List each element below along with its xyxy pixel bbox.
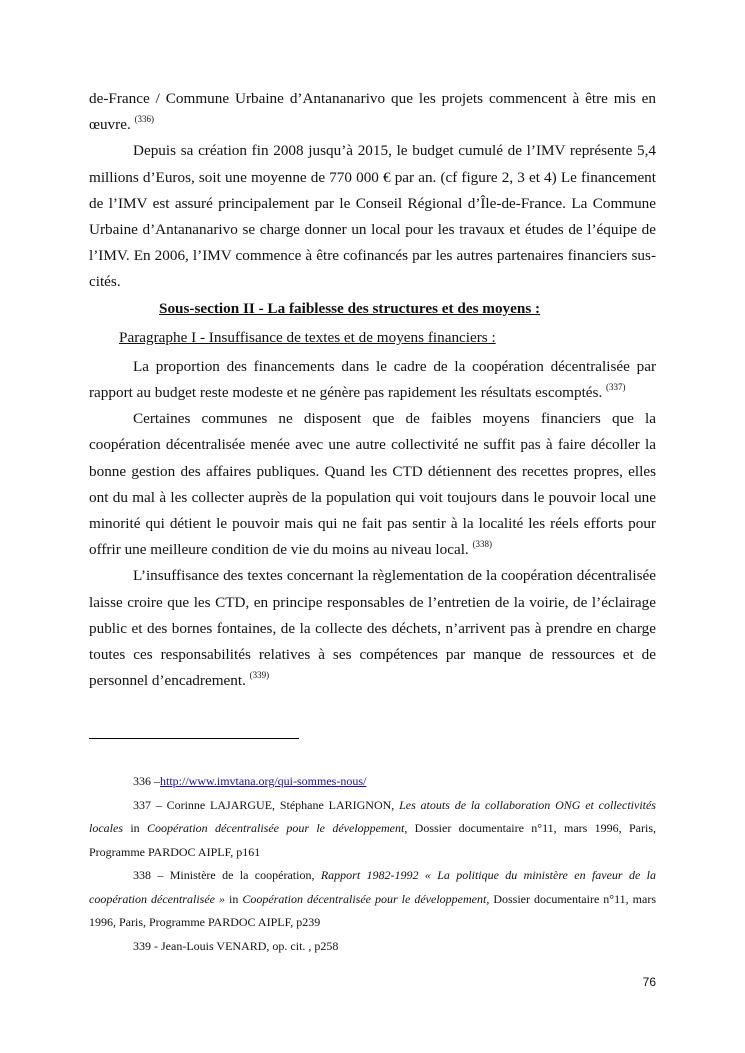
footnote-ref-337[interactable]: (337) — [606, 382, 626, 393]
footnote-text: 337 – Corinne LAJARGUE, Stéphane LARIGNON, — [133, 797, 400, 812]
footnote-title: Rapport 1982-1992 « La politique du ministère en faveur de la coopération décentralisée » — [89, 868, 656, 906]
section-heading: Sous-section II - La faiblesse des structures et des moyens : — [159, 299, 541, 317]
footnote-337 — [89, 794, 656, 865]
paragraph-communes — [89, 406, 656, 563]
footnote-separator — [89, 738, 299, 739]
footnote-title: Les atouts de la collaboration ONG et collectivités locales — [89, 797, 656, 835]
footnote-text: 339 - Jean-Louis VENARD, op. cit. , p258 — [133, 938, 339, 953]
footnote-text: , Dossier documentaire n°11, mars 1996, Paris, Programme PARDOC AIPLF, p161 — [89, 821, 656, 859]
paragraph-budget — [89, 138, 656, 295]
paragraph-text: La proportion des financements dans le cadre de la coopération décentralisée par rapport au budget reste modeste et ne génère pas rapidement les résultats escomptés. — [89, 357, 656, 402]
paragraph-text: Certaines communes ne disposent que de faibles moyens financiers que la coopération décentralisée menée avec une autre collectivité ne suffit pas à faire décoller la bonne gestion des affaires publiques. Quand les CTD détiennent des recettes propres, elles ont du mal à les collecter auprès de la population qui voit toujours dans le pouvoir local une minorité qui détient le pouvoir mais qui ne fait pas sentir à la localité les réels efforts pour offrir une meilleure condition de vie du moins au niveau local. — [89, 410, 656, 559]
paragraph-text: de-France / Commune Urbaine d’Antananarivo que les projets commencent à être mis en œuvre. — [89, 90, 656, 134]
footnote-336 — [89, 770, 656, 794]
footnote-book: Coopération décentralisée pour le développement — [147, 821, 405, 835]
footnote-ref-336[interactable]: (336) — [134, 114, 155, 125]
paragraph-heading: Paragraphe I - Insuffisance de textes et de moyens financiers : — [119, 328, 496, 346]
footnote-book: Coopération décentralisée pour le développement — [242, 891, 487, 906]
footnote-number: 336 – — [133, 774, 160, 788]
footnote-text: in — [224, 891, 243, 906]
footnote-text: , Dossier documentaire n°11, mars 1996, Paris, Programme PARDOC AIPLF, p239 — [89, 891, 656, 929]
footnote-text: in — [123, 821, 148, 835]
footnote-text: 338 – Ministère de la coopération, — [133, 868, 321, 882]
footnote-339 — [89, 935, 656, 959]
footnote-link[interactable]: http://www.imvtana.org/qui-sommes-nous/ — [160, 774, 367, 788]
page-number: 76 — [642, 975, 656, 989]
paragraph-insuffisance — [89, 563, 656, 694]
footnote-ref-339[interactable]: (339) — [249, 670, 270, 681]
body-text — [89, 86, 656, 694]
paragraph-text: Depuis sa création fin 2008 jusqu’à 2015, le budget cumulé de l’IMV représente 5,4 millions d’Euros, soit une moyenne de 770 000 € par an. (cf figure 2, 3 et 4) Le financement de l’IMV est assuré principalement par le Conseil Régional d’Île-de-France. La Commune Urbaine d’Antananarivo se charge donner un local pour les travaux et études de l’équipe de l’IMV. En 2006, l’IMV commence à être cofinancés par les autres partenaires financiers sus-cités. — [89, 142, 656, 291]
footnotes — [89, 770, 656, 958]
footnote-338 — [89, 864, 656, 935]
paragraph-continuation — [89, 86, 656, 138]
paragraph-text: L’insuffisance des textes concernant la règlementation de la coopération décentralisée laisse croire que les CTD, en principe responsables de l’entretien de la voirie, de l’éclairage public et des bornes fontaines, de la collecte des déchets, n’arrivent pas à prendre en charge toutes ces responsabilités relatives à ses compétences par manque de ressources et de personnel d’encadrement. — [89, 567, 656, 690]
paragraph-proportion — [89, 354, 656, 406]
footnote-ref-338[interactable]: (338) — [472, 539, 493, 550]
